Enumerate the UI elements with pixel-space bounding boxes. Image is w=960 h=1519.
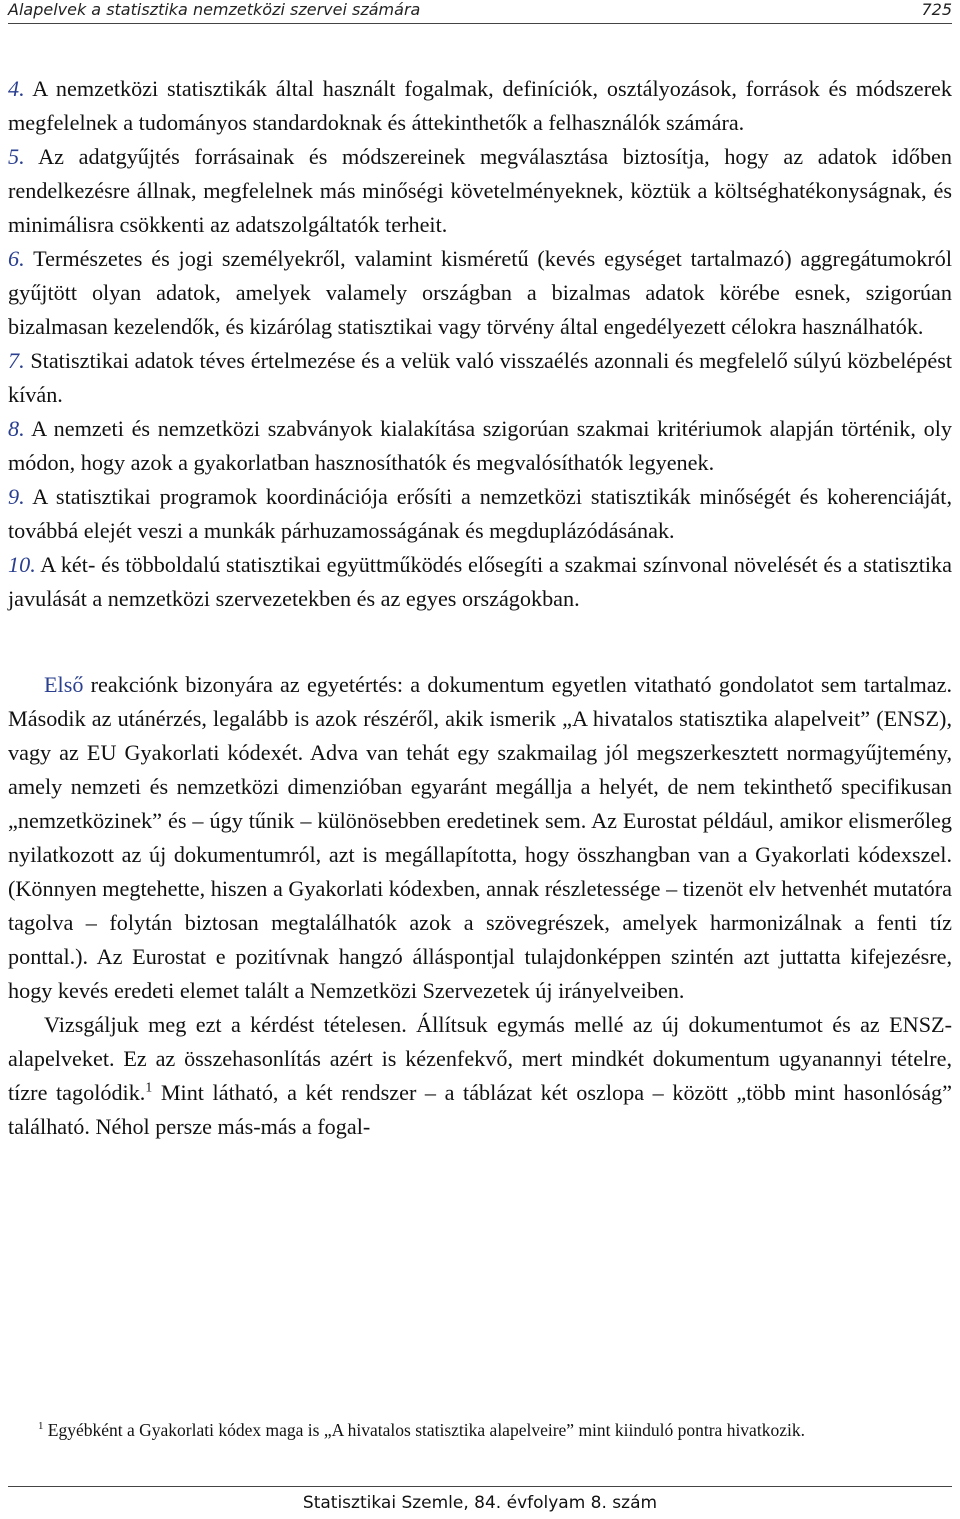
paragraph-reaction bbox=[8, 668, 952, 1008]
principle-text: A statisztikai programok koordinációja erősíti a nemzetközi statisztikák minőségét és koherenciáját, továbbá elejét veszi a munkák párhuzamosságának és megduplázódásának. bbox=[8, 484, 952, 543]
page-number: 725 bbox=[921, 0, 952, 19]
principle-text: A nemzetközi statisztikák által használt fogalmak, definíciók, osztályozások, források és módszerek megfelelnek a tudományos standardoknak és áttekinthetők a felhasználók számára. bbox=[8, 76, 952, 135]
paragraph-comparison bbox=[8, 1008, 952, 1144]
footnote-marker: 1 bbox=[38, 1420, 44, 1433]
principle-number: 7. bbox=[8, 348, 25, 373]
principle-text: A két- és többoldalú statisztikai együttműködés elősegíti a szakmai színvonal növelését és a statisztika javulását a nemzetközi szervezetekben és az egyes országokban. bbox=[8, 552, 952, 611]
running-footer bbox=[8, 1486, 952, 1519]
principle-number: 6. bbox=[8, 246, 25, 271]
principle-10 bbox=[8, 548, 952, 616]
principle-4 bbox=[8, 72, 952, 140]
principle-text: Természetes és jogi személyekről, valamint kisméretű (kevés egységet tartalmazó) aggregátumokról gyűjtött olyan adatok, amelyek valamely országban a bizalmas adatok körébe esnek, szigorúan bizalmasan kezelendők, és kizárólag statisztikai vagy törvény által engedélyezett célokra használhatók. bbox=[8, 246, 952, 339]
footnote bbox=[38, 1418, 952, 1442]
principle-number: 9. bbox=[8, 484, 25, 509]
principle-5 bbox=[8, 140, 952, 242]
principle-number: 10. bbox=[8, 552, 36, 577]
paragraph-text-continued: Mint látható, a két rendszer – a táblázat két oszlopa – között „több mint hasonlóság” található. Néhol persze más-más a fogal- bbox=[8, 1080, 952, 1139]
running-header-title: Alapelvek a statisztika nemzetközi szervei számára bbox=[8, 0, 421, 19]
principle-7 bbox=[8, 344, 952, 412]
paragraph-gap bbox=[8, 616, 952, 668]
principle-6 bbox=[8, 242, 952, 344]
principle-text: A nemzeti és nemzetközi szabványok kialakítása szigorúan szakmai kritériumok alapján történik, oly módon, hogy azok a gyakorlatban hasznosíthatók és megvalósíthatók legyenek. bbox=[8, 416, 952, 475]
paragraph-text: Vizsgáljuk meg ezt a kérdést tételesen. Állítsuk egymás mellé az új dokumentumot és az ENSZ-alapelveket. Ez az összehasonlítás azért is kézenfekvő, mert mindkét dokumentum ugyanannyi tételre, tízre tagolódik. bbox=[8, 1012, 952, 1105]
principle-text: Statisztikai adatok téves értelmezése és a velük való visszaélés azonnali és megfelelő súlyú közbelépést kíván. bbox=[8, 348, 952, 407]
principle-9 bbox=[8, 480, 952, 548]
principle-number: 8. bbox=[8, 416, 25, 441]
main-text bbox=[8, 72, 952, 1144]
paragraph-lead-word: Első bbox=[44, 672, 84, 697]
principle-number: 5. bbox=[8, 144, 25, 169]
journal-citation: Statisztikai Szemle, 84. évfolyam 8. szám bbox=[302, 1493, 658, 1513]
paragraph-text: reakciónk bizonyára az egyetértés: a dokumentum egyetlen vitatható gondolatot sem tartalmaz. Második az utánérzés, legalább is azok részéről, akik ismerik „A hivatalos statisztika alapelveit” (ENSZ), vagy az EU Gyakorlati kódexét. Adva van tehát egy szakmailag jól megszerkesztett normagyűjtemény, amely nemzeti és nemzetközi dimenzióban egyaránt megállja a helyét, de nem tekinthető specifikusan „nemzetközinek” és – úgy tűnik – különösebben eredetinek sem. Az Eurostat például, amikor elismerőleg nyilatkozott az új dokumentumról, azt is megállapította, hogy összhangban van a Gyakorlati kódexszel. (Könnyen megtehette, hiszen a Gyakorlati kódexben, annak részletessége – tizenöt elv hetvenhét mutatóra tagolva – folytán biztosan megtalálhatók azok a szövegrészek, amelyek harmonizálnak a fenti tíz ponttal.). Az Eurostat e pozitívnak hangzó álláspontjal tulajdonképpen szintén azt juttatta kifejezésre, hogy kevés eredeti elemet talált a Nemzetközi Szervezetek új irányelveiben. bbox=[8, 672, 952, 1003]
principle-text: Az adatgyűjtés forrásainak és módszereinek megválasztása biztosítja, hogy az adatok időben rendelkezésre állnak, megfelelnek más minőségi követelményeknek, köztük a költséghatékonyságnak, és minimálisra csökkenti az adatszolgáltatók terheit. bbox=[8, 144, 952, 237]
footnote-text: Egyébként a Gyakorlati kódex maga is „A hivatalos statisztika alapelveire” mint kiinduló pontra hivatkozik. bbox=[43, 1420, 805, 1440]
footnote-reference[interactable]: 1 bbox=[145, 1079, 153, 1095]
principle-number: 4. bbox=[8, 76, 25, 101]
principle-8 bbox=[8, 412, 952, 480]
running-header bbox=[8, 0, 952, 24]
